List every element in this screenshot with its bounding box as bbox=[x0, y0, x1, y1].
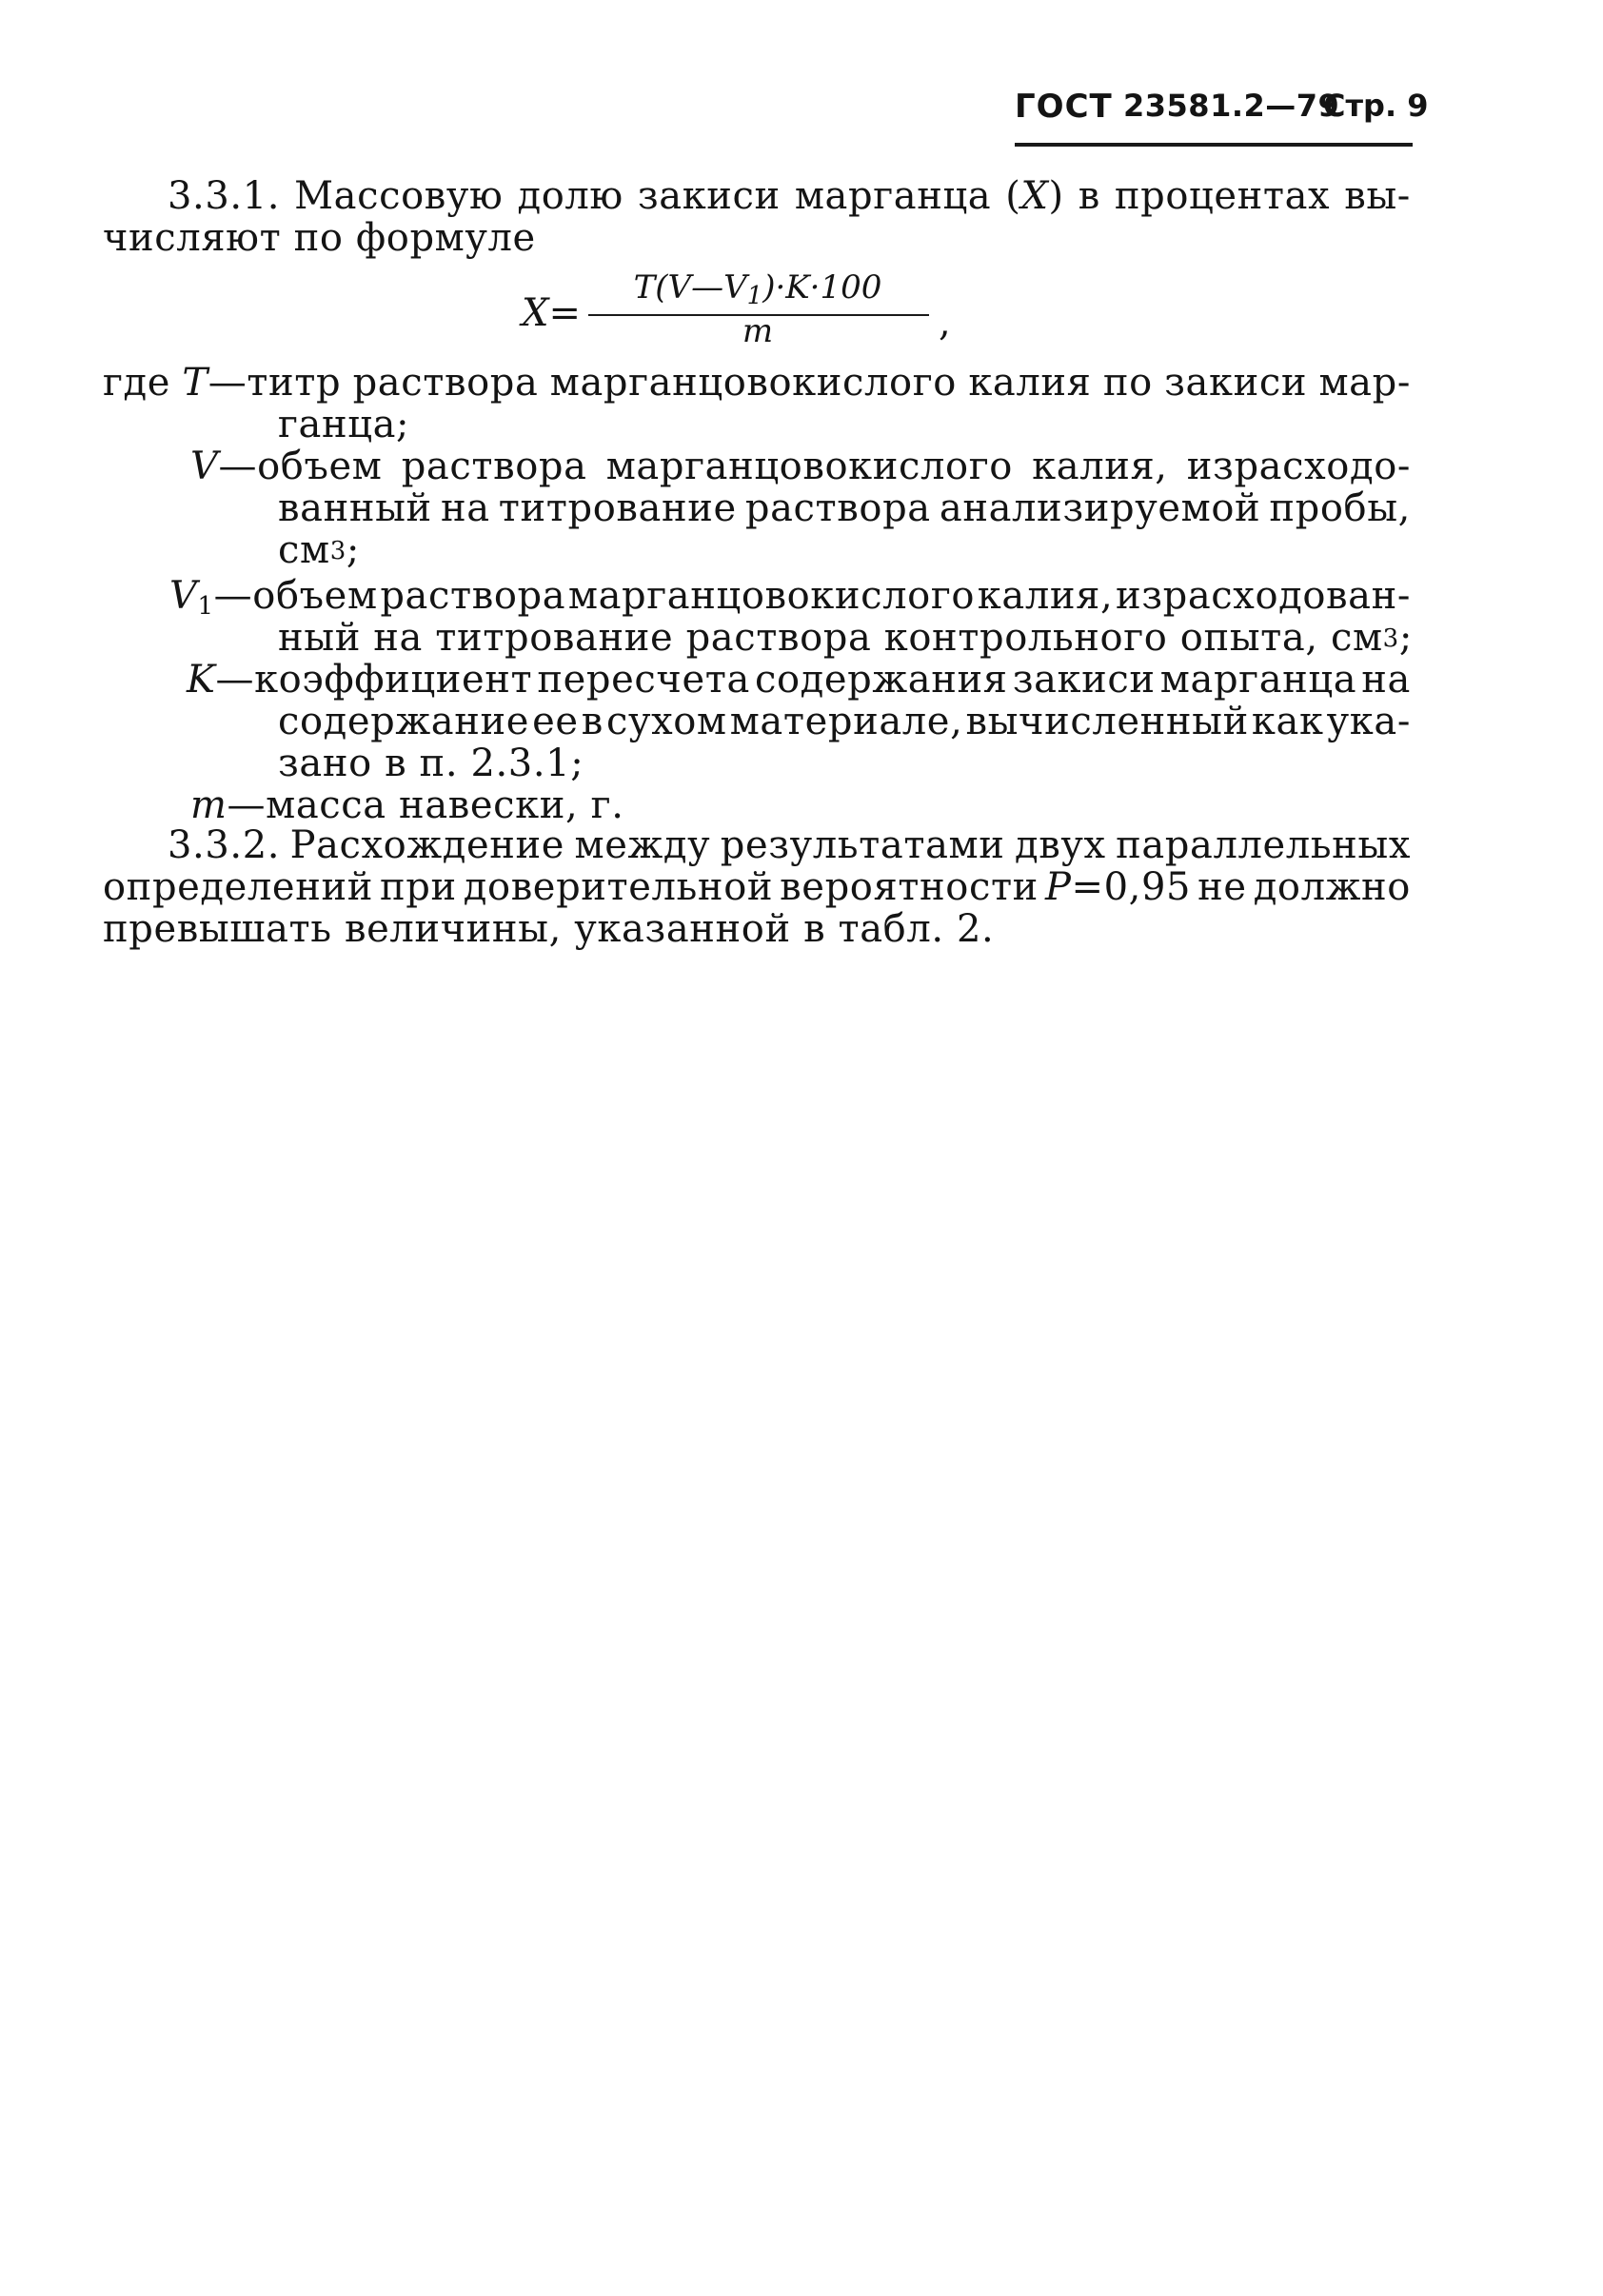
word: закиси bbox=[637, 174, 781, 218]
word: пробы, bbox=[1269, 486, 1411, 530]
def-m-line-1 bbox=[190, 784, 624, 826]
def-v-line-3 bbox=[278, 529, 360, 571]
def-v-head bbox=[190, 445, 383, 487]
punct: ; bbox=[1398, 616, 1413, 660]
word: марганцовокислого bbox=[567, 574, 976, 618]
word: —коэффициент bbox=[215, 658, 533, 702]
word: 3.3.2. bbox=[168, 823, 281, 867]
para-332-line-3: превышать величины, указанной в табл. 2. bbox=[103, 907, 995, 951]
word: ванный bbox=[278, 486, 432, 530]
word: между bbox=[574, 823, 711, 867]
def-t-head bbox=[182, 362, 341, 404]
symbol-v1: V bbox=[169, 574, 198, 618]
word: —объем bbox=[218, 445, 383, 488]
word: вычисленный bbox=[965, 700, 1249, 743]
para-331-line-1 bbox=[168, 175, 1411, 217]
unit: см bbox=[278, 528, 330, 572]
def-k-head bbox=[187, 659, 532, 701]
formula bbox=[522, 268, 960, 354]
numerator-rest: )·K·100 bbox=[762, 268, 882, 307]
word: двух bbox=[1014, 823, 1106, 867]
word: закиси bbox=[1012, 658, 1156, 702]
paren-open: ( bbox=[1005, 174, 1021, 218]
word: где bbox=[103, 361, 171, 405]
word: вероятности bbox=[780, 865, 1039, 909]
word: израсходован- bbox=[1115, 574, 1411, 618]
word: раствора bbox=[352, 361, 539, 405]
formula-denominator: m bbox=[742, 312, 774, 350]
def-t-line-2: ганца; bbox=[278, 403, 410, 446]
word: процентах bbox=[1114, 174, 1331, 218]
standard-label: ГОСТ bbox=[1015, 88, 1113, 126]
def-t-line-1 bbox=[103, 362, 1411, 404]
paren-close: ) bbox=[1048, 174, 1064, 218]
word: при bbox=[380, 865, 457, 909]
word: —титр bbox=[208, 361, 342, 405]
word: ее bbox=[532, 700, 579, 743]
text: —масса навески, г. bbox=[227, 783, 624, 827]
word: титрование bbox=[498, 486, 737, 530]
word: —объем bbox=[213, 574, 378, 618]
word: мар- bbox=[1318, 361, 1411, 405]
unit-superscript: 3 bbox=[1382, 624, 1399, 653]
word: калия bbox=[968, 361, 1092, 405]
para-332-line-2 bbox=[103, 866, 1411, 908]
symbol-v: V bbox=[190, 445, 219, 488]
word: параллельных bbox=[1116, 823, 1411, 867]
word: марганца bbox=[794, 174, 992, 218]
word: материале, bbox=[729, 700, 963, 743]
probability-value: =0,95 bbox=[1071, 865, 1192, 909]
word: сухом bbox=[605, 700, 727, 743]
standard-number: 23581.2—79 bbox=[1123, 88, 1340, 124]
word: Массовую bbox=[294, 174, 504, 218]
word: пересчета bbox=[537, 658, 750, 702]
numerator-part: T(V—V bbox=[633, 268, 747, 307]
word: раствора bbox=[744, 486, 931, 530]
unit-superscript: 3 bbox=[329, 537, 346, 565]
page-number: Стр. 9 bbox=[1323, 88, 1429, 124]
word: вы- bbox=[1344, 174, 1411, 218]
probability-expr bbox=[1045, 866, 1191, 908]
def-k-line-3: зано в п. 2.3.1; bbox=[278, 742, 584, 785]
word: на bbox=[440, 486, 490, 530]
formula-numerator bbox=[617, 268, 899, 310]
word: не bbox=[1197, 865, 1247, 909]
def-v-line-1 bbox=[190, 445, 1411, 487]
word: марганцовокислого bbox=[605, 445, 1013, 488]
word: анализируемой bbox=[939, 486, 1261, 530]
word: ука- bbox=[1326, 700, 1411, 743]
word: в bbox=[1078, 174, 1100, 218]
symbol-t: T bbox=[182, 361, 208, 405]
word: закиси bbox=[1164, 361, 1308, 405]
symbol-p: P bbox=[1044, 865, 1072, 909]
def-k-line-2 bbox=[278, 701, 1411, 742]
symbol-k: K bbox=[187, 658, 216, 702]
symbol-m: m bbox=[190, 783, 228, 827]
def-v1-head bbox=[169, 574, 378, 621]
word: долю bbox=[517, 174, 623, 218]
word: результатами bbox=[720, 823, 1005, 867]
variable-x: X bbox=[1020, 174, 1049, 218]
word: должно bbox=[1253, 865, 1411, 909]
word: как bbox=[1251, 700, 1324, 743]
word: марганца bbox=[1159, 658, 1357, 702]
word: калия, bbox=[977, 574, 1114, 618]
word: содержание bbox=[278, 700, 530, 743]
word: калия, bbox=[1032, 445, 1168, 488]
word: израсходо- bbox=[1186, 445, 1411, 488]
formula-comma: , bbox=[939, 301, 951, 345]
word: марганцовокислого bbox=[549, 361, 957, 405]
numerator-subscript: 1 bbox=[746, 282, 763, 310]
def-k-line-1 bbox=[187, 659, 1411, 701]
def-v1-line-1 bbox=[169, 574, 1411, 621]
def-v1-line-2 bbox=[278, 617, 1413, 659]
symbol-subscript: 1 bbox=[197, 592, 214, 621]
word: на bbox=[1361, 658, 1411, 702]
word: по bbox=[1102, 361, 1153, 405]
word: 3.3.1. bbox=[168, 174, 281, 218]
page-header bbox=[1015, 88, 1429, 147]
word: раствора bbox=[380, 574, 566, 618]
para-331-line-2: числяют по формуле bbox=[103, 216, 536, 260]
formula-lhs: X= bbox=[522, 291, 581, 335]
word: содержания bbox=[755, 658, 1008, 702]
variable-x-group bbox=[1005, 175, 1064, 217]
para-332-line-1 bbox=[168, 824, 1411, 866]
word: в bbox=[581, 700, 604, 743]
word: определений bbox=[103, 865, 373, 909]
punct: ; bbox=[346, 528, 360, 572]
word: Расхождение bbox=[289, 823, 565, 867]
word: раствора bbox=[401, 445, 587, 488]
word: доверительной bbox=[463, 865, 774, 909]
def-v-line-2 bbox=[278, 487, 1411, 529]
text: ный на титрование раствора контрольного опыта, см bbox=[278, 616, 1383, 660]
